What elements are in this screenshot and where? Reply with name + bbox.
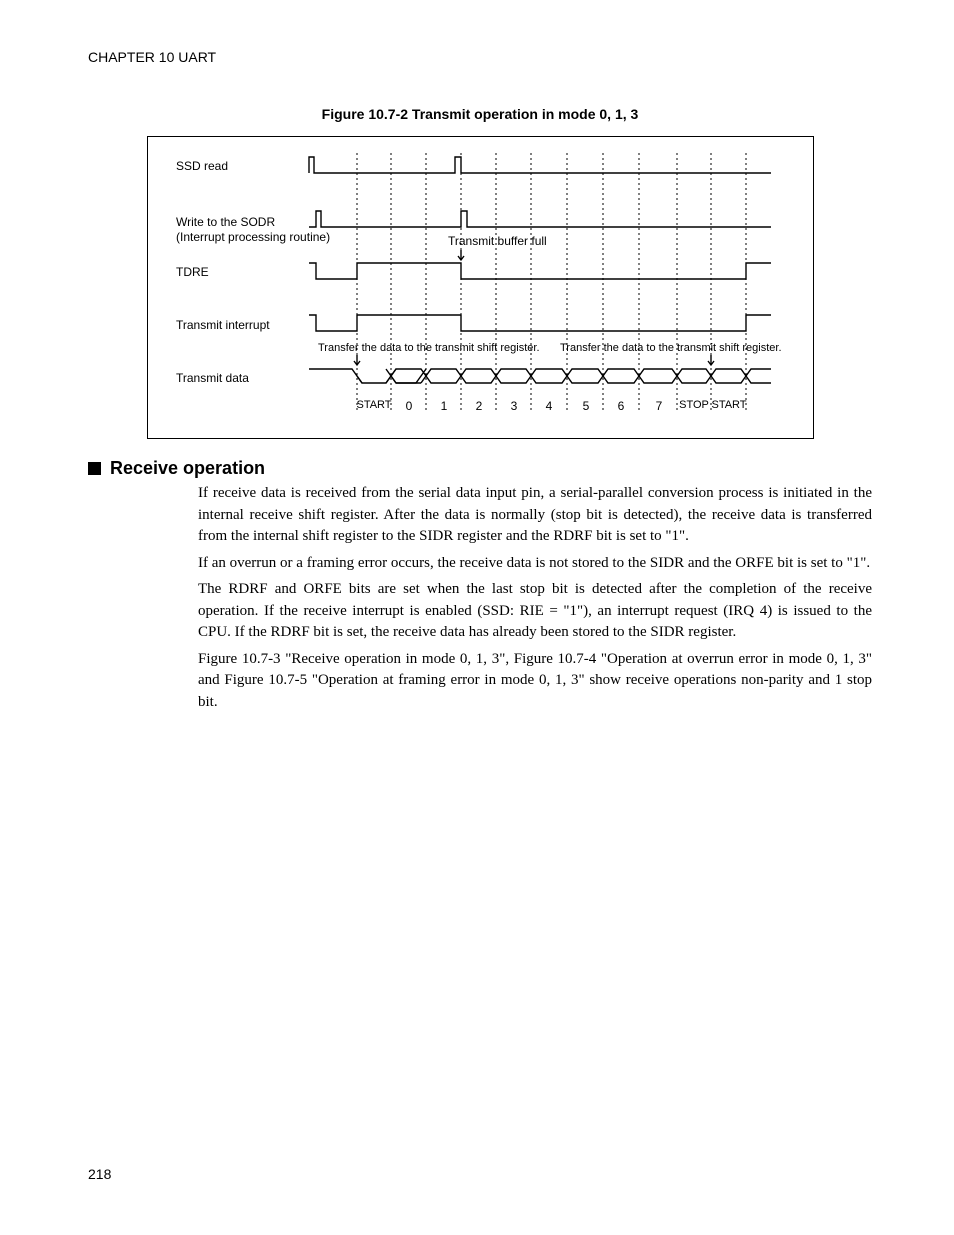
section-title: Receive operation [110, 458, 266, 478]
bit-label-1: 1 [440, 399, 448, 413]
bit-label-6: 6 [617, 399, 625, 413]
buffer-full-arrow [458, 250, 464, 260]
section-heading [88, 458, 265, 479]
tdre-label: TDRE [176, 265, 209, 279]
transmit-interrupt-waveform [309, 315, 771, 331]
paragraph: If receive data is received from the serial data input pin, a serial-parallel conversion process is initiated in the internal receive shift register. After the data is normally (stop bit is detected), the receive data is transferred from the internal shift register to the SIDR register and the RDRF bit is set to "1". [198, 485, 872, 544]
transmit-data-waveform [309, 369, 771, 383]
write-sodr-label: Write to the SODR [176, 215, 276, 229]
bit-label-start-next: START [711, 399, 747, 411]
transfer-arrow-1 [354, 355, 360, 365]
bit-label-start: START [356, 399, 392, 411]
timing-waveforms [148, 137, 815, 440]
write-sodr-waveform [309, 211, 771, 227]
paragraph: The RDRF and ORFE bits are set when the last stop bit is detected after the completion of the receive operation. If the receive interrupt is enabled (SSD: RIE = "1"), an interrupt request (IRQ 4) is issued to the CPU. If the RDRF bit is set, the receive data has already been stored to the SIDR register. [198, 581, 872, 640]
chapter-header: CHAPTER 10 UART [88, 49, 217, 65]
transfer-note-1: Transfer the data to the transmit shift register. [318, 342, 540, 354]
ssd-read-label: SSD read [176, 159, 229, 173]
bit-label-4: 4 [545, 399, 553, 413]
paragraph: If an overrun or a framing error occurs, the receive data is not stored to the SIDR and the ORFE bit is set to "1". [198, 554, 871, 571]
transfer-arrow-2 [708, 355, 714, 365]
timing-diagram [147, 136, 814, 439]
transfer-note-2: Transfer the data to the transmit shift register. [560, 342, 782, 354]
buffer-full-note: Transmit buffer full [448, 234, 547, 248]
transmit-interrupt-label: Transmit interrupt [176, 318, 270, 332]
section-body [198, 483, 872, 718]
bit-label-5: 5 [582, 399, 590, 413]
write-sodr-sublabel: (Interrupt processing routine) [176, 230, 331, 244]
bit-label-0: 0 [405, 399, 413, 413]
bullet-square-icon [88, 462, 101, 475]
bit-label-7: 7 [655, 399, 663, 413]
bit-label-3: 3 [510, 399, 518, 413]
page-number: 218 [88, 1166, 112, 1182]
paragraph: Figure 10.7-3 "Receive operation in mode 0, 1, 3", Figure 10.7-4 "Operation at overrun error in mode 0, 1, 3" and Figure 10.7-5 "Operation at framing error in mode 0, 1, 3" show receive operations non-parity and 1 stop bit. [198, 650, 872, 710]
bit-boundary-lines [357, 153, 746, 413]
ssd-read-waveform [309, 157, 771, 173]
bit-label-2: 2 [475, 399, 483, 413]
tdre-waveform [309, 263, 771, 279]
transmit-data-label: Transmit data [176, 371, 249, 385]
bit-label-stop: STOP [679, 399, 709, 411]
figure-title: Figure 10.7-2 Transmit operation in mode 0, 1, 3 [321, 106, 639, 122]
